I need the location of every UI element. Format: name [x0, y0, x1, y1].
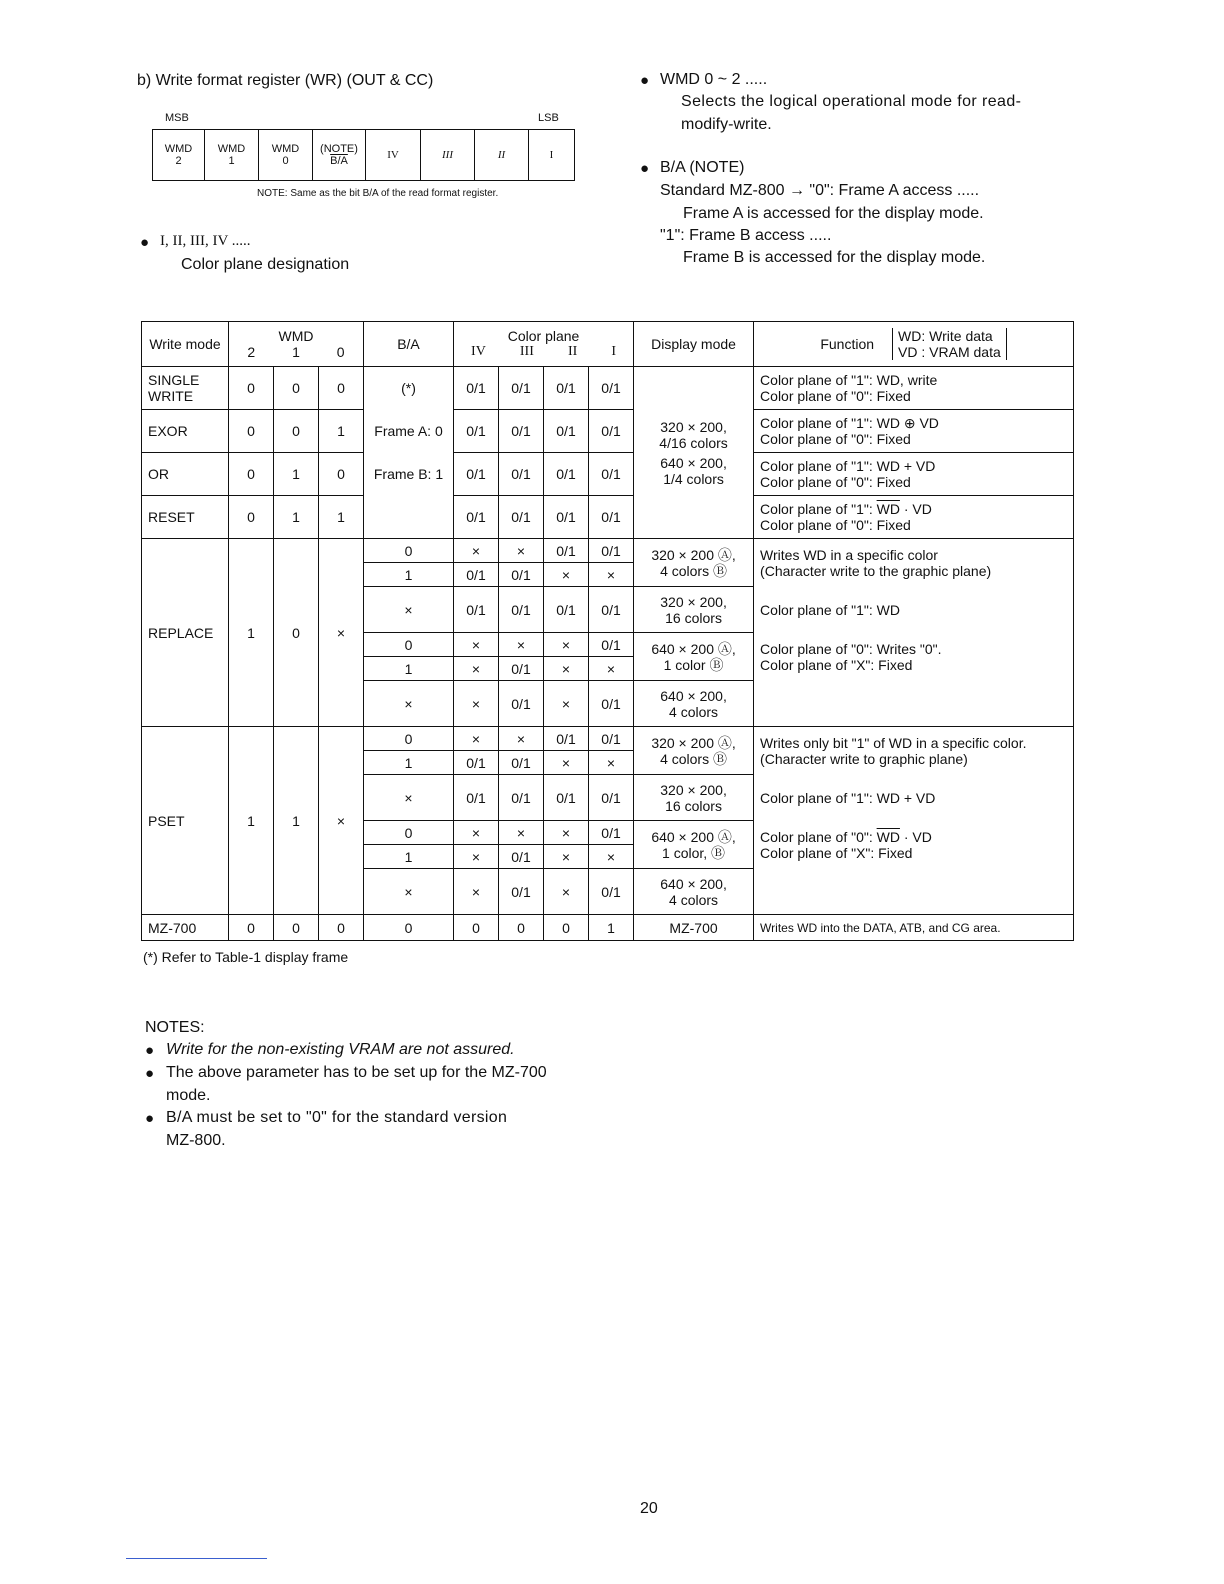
page-number: 20: [640, 1500, 658, 1517]
note-2a: The above parameter has to be set up for the MZ-700: [166, 1064, 547, 1081]
ba-line-3: "1": Frame B access .....: [660, 227, 832, 244]
register-cell-i: I: [549, 149, 554, 161]
bullet-icon: ●: [145, 1042, 155, 1059]
register-cell-wmd1: WMD 1: [205, 130, 259, 180]
register-cell-ba: (NOTE) B/A: [313, 130, 366, 180]
note-2b: mode.: [166, 1087, 211, 1104]
header-display-mode: Display mode: [634, 322, 754, 367]
bullet-icon: ●: [640, 72, 650, 89]
table-row-replace: 0 × × × 0/1 640 × 200 Ⓐ, 1 color Ⓑ Color plane of "0": Writes "0". Color plane of "X": Fixed: [142, 633, 1074, 657]
wmd-text-1: Selects the logical operational mode for read-: [681, 93, 1022, 110]
table-row-exor: EXOR 0 0 1 Frame A: 0 0/1 0/1 0/1 0/1 Color plane of "1": WD ⊕ VD Color plane of "0": Fixed: [142, 410, 1074, 453]
msb-label: MSB: [165, 112, 189, 124]
table-row-pset: × × 0/1 × 0/1 640 × 200, 4 colors: [142, 869, 1074, 915]
wmd-text-2: modify-write.: [681, 116, 772, 133]
register-cell-wmd0: WMD 0: [259, 130, 313, 180]
note-3b: MZ-800.: [166, 1132, 226, 1149]
display-mode-top: 320 × 200, 4/16 colors 640 × 200, 1/4 colors: [634, 367, 754, 539]
table-row-reset: RESET 0 1 1 0/1 0/1 0/1 0/1 Color plane of "1": $\overline{WD}$ · VD Color plane of "0": Fixed: [142, 496, 1074, 539]
register-cell-wmd2: WMD 2: [153, 130, 205, 180]
header-wmd: WMD 2 1 0: [229, 322, 364, 367]
table-row-pset: PSET 1 1 × 0 × × 0/1 0/1 320 × 200 Ⓐ, 4 colors Ⓑ Writes only bit "1" of WD in a specific color. (Character write to graphic plane): [142, 727, 1074, 751]
note-3a: B/A must be set to "0" for the standard version: [166, 1109, 508, 1126]
table-row-pset: × 0/1 0/1 0/1 0/1 320 × 200, 16 colors Color plane of "1": WD + VD: [142, 775, 1074, 821]
ba-line-2: Frame A is accessed for the display mode.: [683, 205, 984, 222]
ba-line-4: Frame B is accessed for the display mode.: [683, 249, 986, 266]
table-row-replace: × × 0/1 × 0/1 640 × 200, 4 colors: [142, 681, 1074, 727]
wmd-heading: WMD 0 ~ 2 .....: [660, 71, 768, 88]
ba-line-1: Standard MZ-800 → "0": Frame A access .....: [660, 182, 980, 199]
header-function: Function WD: Write data VD : VRAM data: [754, 322, 1074, 367]
bullet-icon: ●: [145, 1065, 155, 1082]
register-cell-ii: II: [475, 130, 529, 180]
ba-heading: B/A (NOTE): [660, 159, 745, 176]
color-plane-heading: I, II, III, IV .....: [160, 233, 251, 249]
notes-heading: NOTES:: [145, 1019, 205, 1036]
bullet-icon: ●: [140, 234, 150, 251]
table-row-replace: 1 0/1 0/1 × ×: [142, 563, 1074, 587]
note-1: Write for the non-existing VRAM are not assured.: [166, 1041, 515, 1058]
header-write-mode: Write mode: [142, 322, 229, 367]
table-row-pset: 1 0/1 0/1 × ×: [142, 751, 1074, 775]
register-cell-iii: III: [421, 130, 475, 180]
table-row-replace: × 0/1 0/1 0/1 0/1 320 × 200, 16 colors Color plane of "1": WD: [142, 587, 1074, 633]
register-diagram: [152, 129, 575, 181]
table-header-row: [142, 322, 1074, 367]
table-footnote: (*) Refer to Table-1 display frame: [143, 949, 349, 965]
register-note: NOTE: Same as the bit B/A of the read format register.: [257, 188, 499, 199]
footer-rule: [126, 1558, 267, 1559]
table-row-replace: 1 × 0/1 × ×: [142, 657, 1074, 681]
header-ba: B/A: [364, 322, 454, 367]
lsb-label: LSB: [538, 112, 559, 124]
header-color-plane: Color plane IV III II I: [454, 322, 634, 367]
color-plane-text: Color plane designation: [181, 256, 350, 273]
table-row-pset: 0 × × × 0/1 640 × 200 Ⓐ, 1 color, Ⓑ Color plane of "0": $\overline{WD}$ · VD Color plane of "X": Fixed: [142, 821, 1074, 845]
register-cell-iv: IV: [366, 130, 421, 180]
write-mode-table: [141, 321, 1074, 941]
bullet-icon: ●: [640, 160, 650, 177]
table-row-replace: REPLACE 1 0 × 0 × × 0/1 0/1 320 × 200 Ⓐ, 4 colors Ⓑ Writes WD in a specific color (Character write to the graphic plane): [142, 539, 1074, 563]
bullet-icon: ●: [145, 1110, 155, 1127]
table-row-or: OR 0 1 0 Frame B: 1 0/1 0/1 0/1 0/1 Color plane of "1": WD + VD Color plane of "0": Fixed: [142, 453, 1074, 496]
table-row-pset: 1 × 0/1 × ×: [142, 845, 1074, 869]
table-row-mz700: MZ-700 0 0 0 0 0 0 0 1 MZ-700 Writes WD into the DATA, ATB, and CG area.: [142, 915, 1074, 941]
section-title: b) Write format register (WR) (OUT & CC): [137, 72, 434, 89]
table-row-single-write: SINGLE WRITE 0 0 0 (*) 0/1 0/1 0/1 0/1 320 × 200, 4/16 colors 640 × 200, 1/4 colors Color plane of "1": WD, write Color plane of "0": Fixed: [142, 367, 1074, 410]
